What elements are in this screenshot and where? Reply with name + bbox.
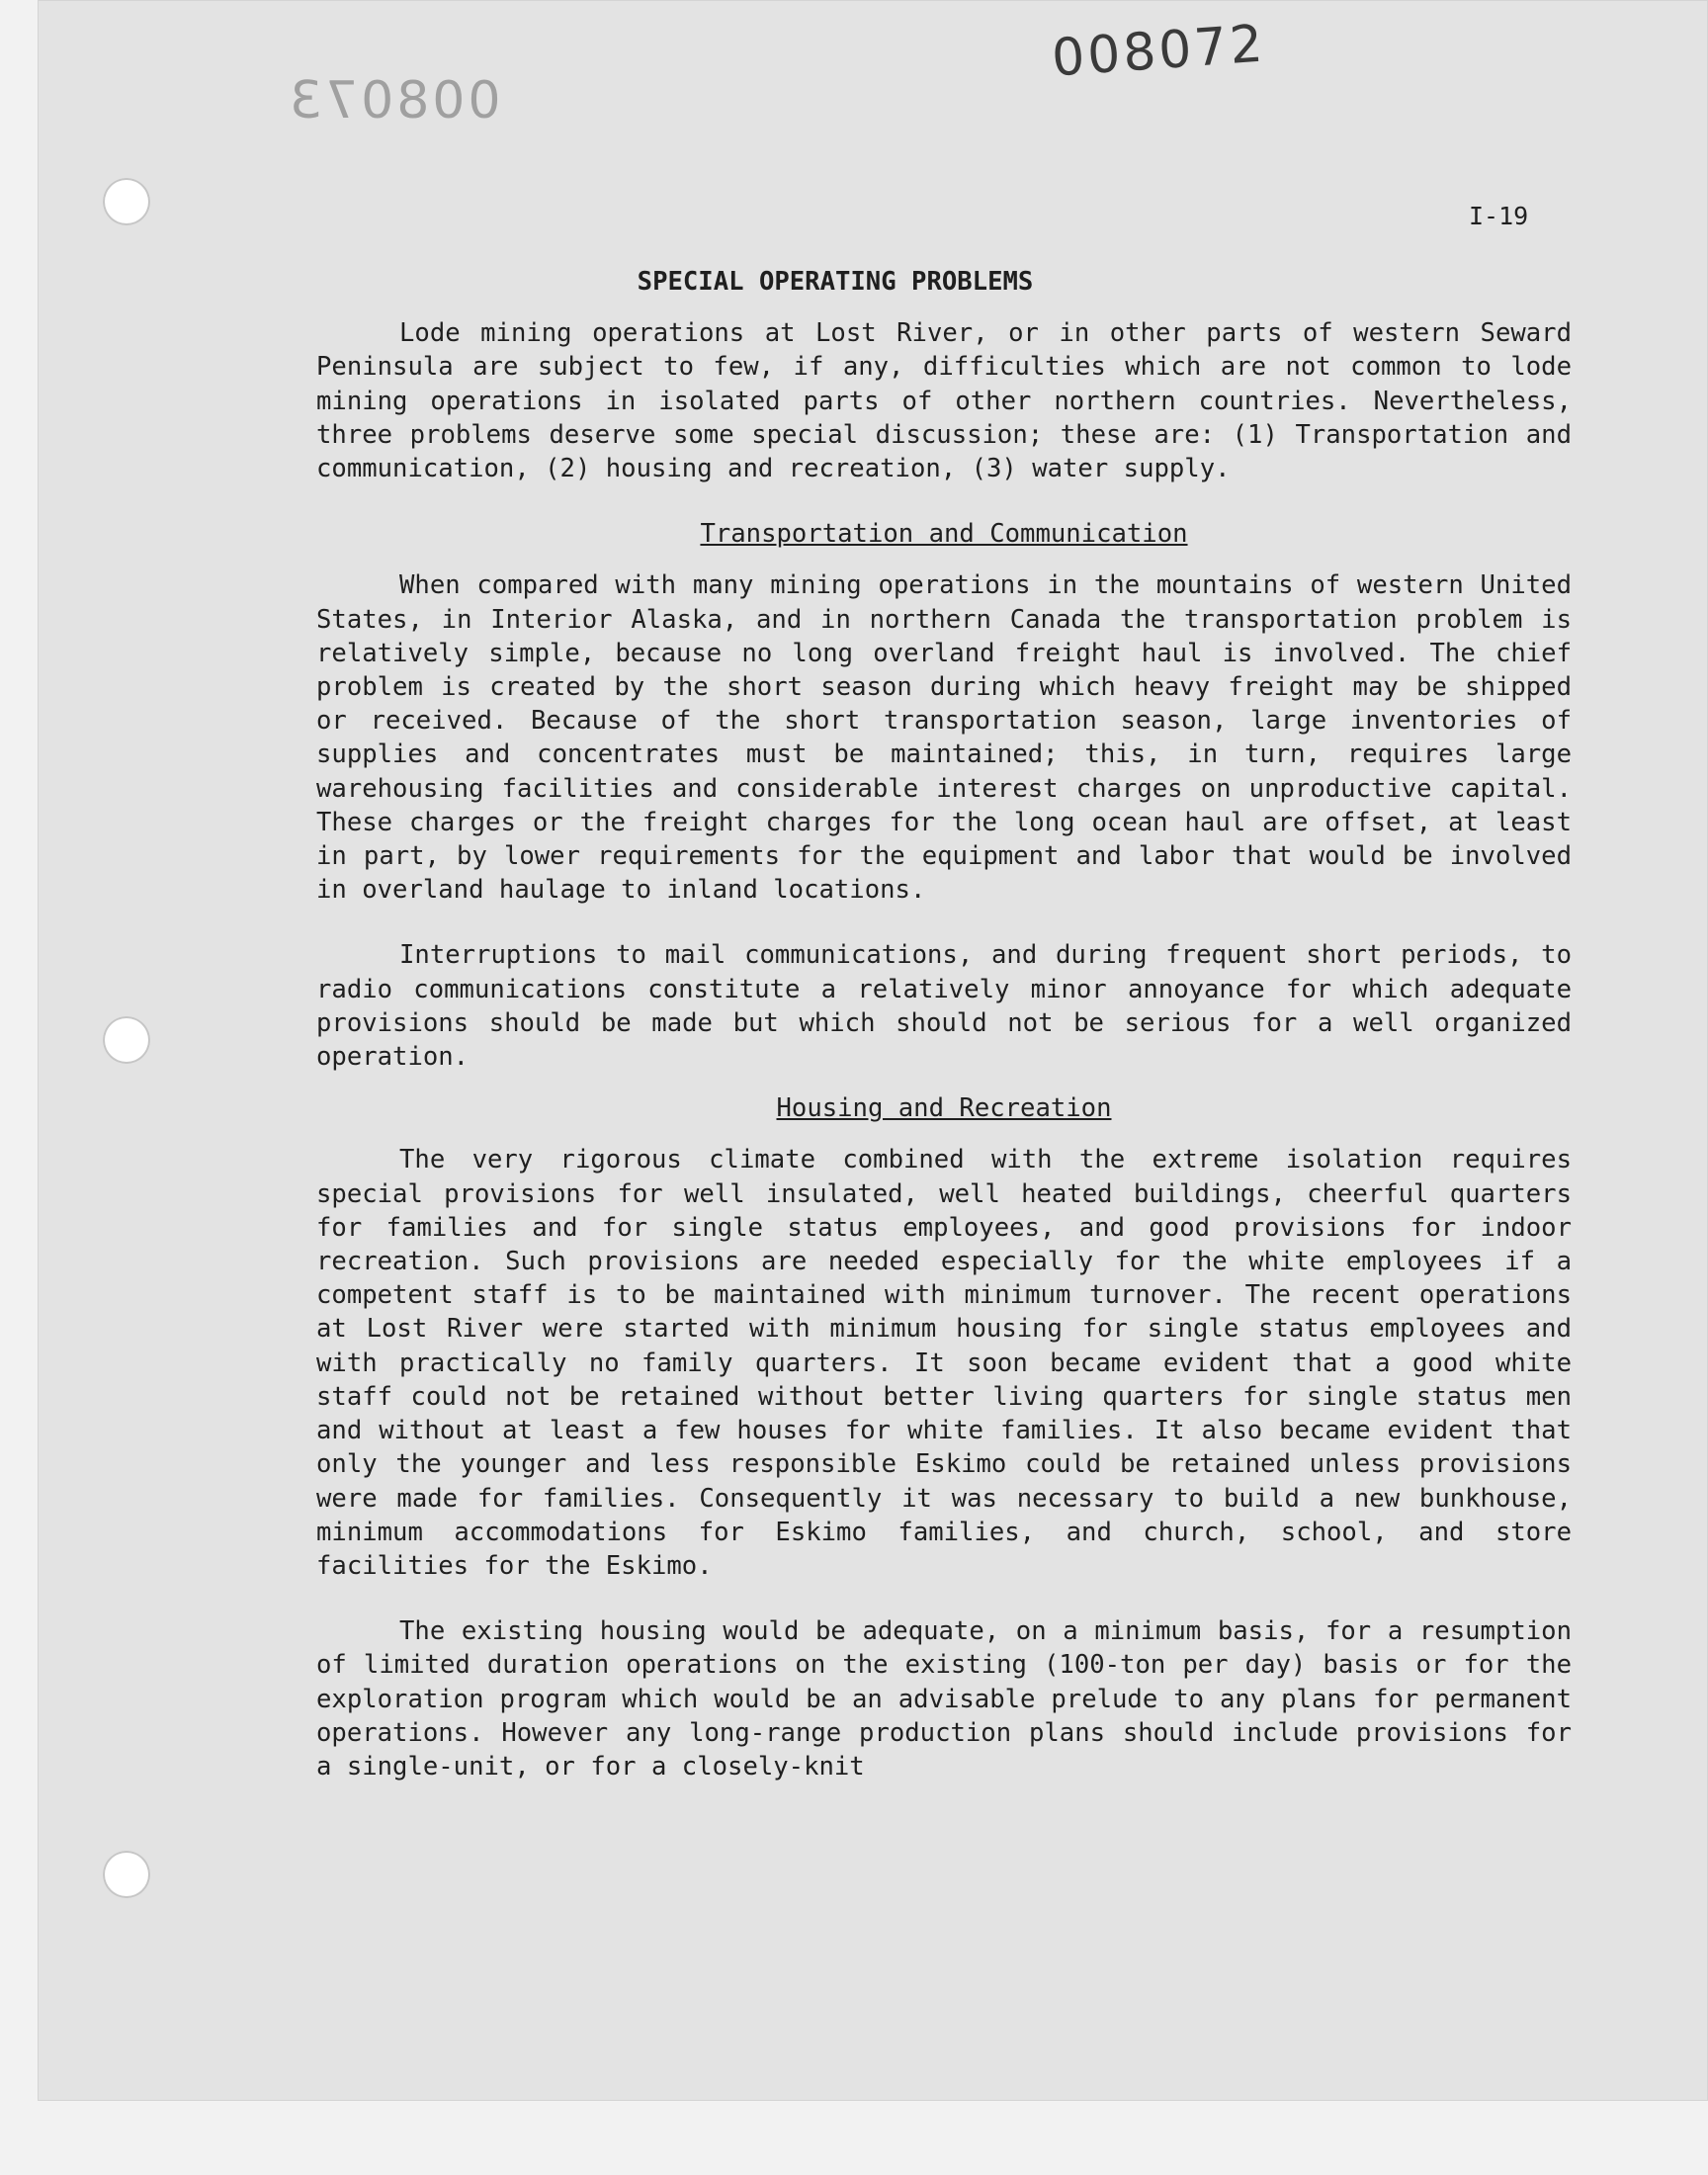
document-id-stamp: 008072 — [1050, 14, 1268, 89]
page-number: I-19 — [1469, 202, 1529, 230]
punch-hole-bottom — [103, 1851, 150, 1898]
document-page — [38, 0, 1708, 2101]
bleed-through-stamp: 008073 — [287, 71, 501, 130]
housing-paragraph-2: The existing housing would be adequate, on a minimum basis, for a resumption of limited duration operations on the existing (100-ton per day) basis or for the exploration program which would be an advisable prelude to any plans for permanent operations. However any long-range production plans should include provisions for a single-unit, or for a closely-knit — [316, 1616, 1572, 1782]
punch-hole-middle — [103, 1016, 150, 1064]
section-heading-housing: Housing and Recreation — [776, 1093, 1112, 1124]
housing-paragraph-1: The very rigorous climate combined with the extreme isolation requires special provisions for well insulated, well heated buildings, cheerful quarters for families and for single status employees, and good provisions for indoor recreation. Such provisions are needed especially for the white employees if a competent staff is to be maintained with minimum turnover. The recent operations at Lost River were started with minimum housing for single status employees and with practically no family quarters. It soon became evident that a good white staff could not be retained without better living quarters for single status men and without at least a few houses for white families. It also became evident that only the younger and less responsible Eskimo could be retained unless provisions were made for families. Consequently it was necessary to build a new bunkhouse, minimum accommodations for Eskimo families, and church, school, and store facilities for the Eskimo. — [316, 1145, 1572, 1581]
section-heading-transportation: Transportation and Communication — [700, 519, 1188, 550]
transportation-paragraph-2: Interruptions to mail communications, and during frequent short periods, to radio communications constitute a relatively minor annoyance for which adequate provisions should be made but which should not be serious for a well organized operation. — [316, 940, 1572, 1073]
transportation-paragraph-1: When compared with many mining operations in the mountains of western United States, in Interior Alaska, and in northern Canada the transportation problem is relatively simple, because no long overland freight haul is involved. The chief problem is created by the short season during which heavy freight may be shipped or received. Because of the short transportation season, large inventories of supplies and concentrates must be maintained; this, in turn, requires large warehousing facilities and considerable interest charges on unproductive capital. These charges or the freight charges for the long ocean haul are offset, at least in part, by lower requirements for the equipment and labor that would be involved in overland haulage to inland locations. — [316, 570, 1572, 906]
intro-paragraph: Lode mining operations at Lost River, or in other parts of western Seward Peninsula are subject to few, if any, difficulties which are not common to lode mining operations in isolated parts of other northern countries. Nevertheless, three problems deserve some special discussion; these are: (1) Transportation and communication, (2) housing and recreation, (3) water supply. — [316, 318, 1572, 484]
document-body — [316, 265, 1572, 1815]
document-title: SPECIAL OPERATING PROBLEMS — [637, 267, 1034, 297]
punch-hole-top — [103, 178, 150, 225]
